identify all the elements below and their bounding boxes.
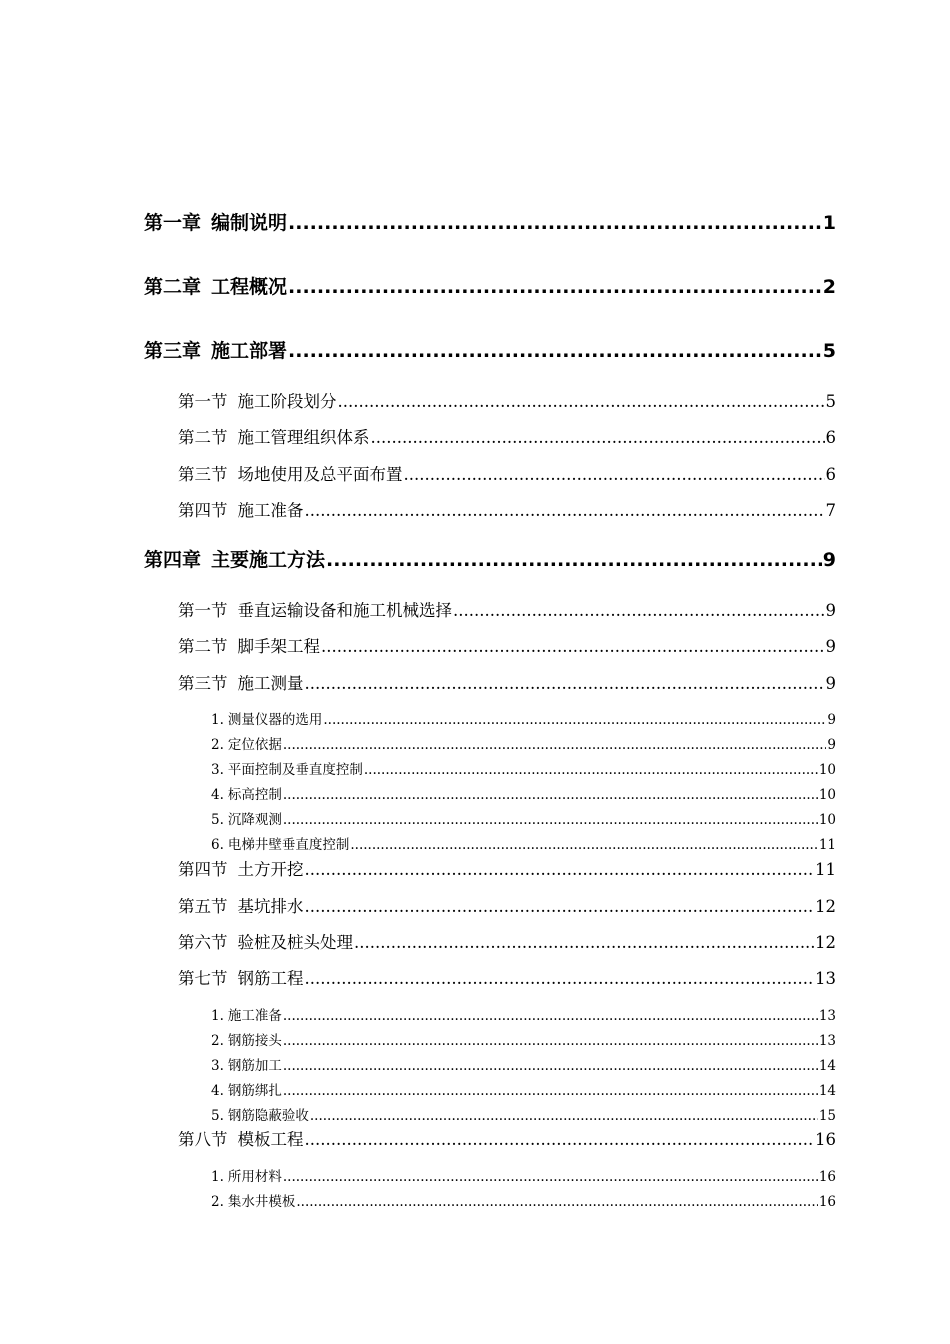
dot-leader bbox=[354, 933, 814, 952]
toc-entry-number: 1. bbox=[211, 1169, 224, 1185]
toc-entry-title bbox=[178, 388, 337, 412]
toc-page-number: 9 bbox=[822, 549, 836, 571]
toc-page-number: 9 bbox=[827, 737, 836, 753]
toc-page-number: 10 bbox=[818, 762, 836, 778]
toc-subsection-entry[interactable] bbox=[211, 1004, 836, 1024]
toc-entry-title bbox=[178, 497, 304, 521]
toc-chapter-entry[interactable] bbox=[144, 545, 836, 575]
toc-entry-title bbox=[178, 965, 304, 989]
toc-entry-title bbox=[211, 833, 349, 853]
toc-page-number: 15 bbox=[818, 1108, 836, 1124]
toc-section-entry[interactable] bbox=[178, 424, 836, 448]
dot-leader bbox=[323, 712, 826, 728]
toc-entry-text: 施工部署 bbox=[211, 340, 288, 362]
toc-page-number: 14 bbox=[818, 1083, 836, 1099]
toc-page-number: 13 bbox=[818, 1008, 836, 1024]
toc-entry-number: 3. bbox=[211, 762, 224, 778]
toc-entry-title bbox=[178, 670, 304, 694]
toc-entry-title bbox=[211, 708, 322, 728]
toc-entry-number: 1. bbox=[211, 1008, 224, 1024]
toc-entry-number: 第一节 bbox=[178, 392, 228, 411]
toc-entry-number: 第二节 bbox=[178, 637, 228, 656]
toc-entry-title bbox=[144, 336, 287, 363]
dot-leader bbox=[321, 637, 825, 656]
toc-entry-text: 钢筋隐蔽验收 bbox=[227, 1108, 309, 1124]
toc-entry-title bbox=[211, 783, 282, 803]
dot-leader bbox=[288, 212, 822, 234]
toc-page-number: 1 bbox=[822, 212, 836, 234]
toc-chapter-entry[interactable] bbox=[144, 336, 836, 366]
dot-leader bbox=[288, 340, 822, 362]
toc-entry-number: 5. bbox=[211, 812, 224, 828]
toc-entry-title bbox=[178, 461, 403, 485]
toc-page-number: 10 bbox=[818, 812, 836, 828]
toc-subsection-entry[interactable] bbox=[211, 833, 836, 853]
toc-subsection-entry[interactable] bbox=[211, 783, 836, 803]
toc-page-number: 9 bbox=[825, 637, 836, 656]
toc-entry-number: 第三节 bbox=[178, 674, 228, 693]
toc-entry-title bbox=[178, 597, 452, 621]
toc-entry-title bbox=[178, 633, 320, 657]
toc-entry-title bbox=[178, 1126, 304, 1150]
toc-subsection-entry[interactable] bbox=[211, 1054, 836, 1074]
dot-leader bbox=[283, 1058, 818, 1074]
toc-entry-text: 施工测量 bbox=[237, 674, 304, 693]
toc-page-number: 5 bbox=[825, 392, 836, 411]
toc-subsection-entry[interactable] bbox=[211, 1029, 836, 1049]
toc-entry-number: 第七节 bbox=[178, 969, 228, 988]
dot-leader bbox=[305, 897, 815, 916]
dot-leader bbox=[326, 549, 822, 571]
toc-entry-text: 钢筋绑扎 bbox=[227, 1083, 282, 1099]
toc-entry-text: 编制说明 bbox=[211, 212, 288, 234]
toc-section-entry[interactable] bbox=[178, 597, 836, 621]
dot-leader bbox=[305, 674, 825, 693]
toc-entry-text: 施工阶段划分 bbox=[237, 392, 337, 411]
toc-section-entry[interactable] bbox=[178, 1126, 836, 1150]
toc-chapter-entry[interactable] bbox=[144, 272, 836, 302]
dot-leader bbox=[288, 276, 822, 298]
toc-subsection-entry[interactable] bbox=[211, 1190, 836, 1210]
toc-entry-number: 第三章 bbox=[144, 340, 202, 362]
toc-page-number: 13 bbox=[815, 969, 836, 988]
toc-section-entry[interactable] bbox=[178, 929, 836, 953]
toc-page-number: 12 bbox=[815, 933, 836, 952]
toc-page-number: 10 bbox=[818, 787, 836, 803]
toc-entry-number: 第四节 bbox=[178, 501, 228, 520]
toc-entry-number: 6. bbox=[211, 837, 224, 853]
toc-entry-text: 基坑排水 bbox=[237, 897, 304, 916]
dot-leader bbox=[296, 1194, 817, 1210]
toc-page-number: 16 bbox=[818, 1194, 836, 1210]
toc-entry-title bbox=[211, 1104, 309, 1124]
toc-entry-number: 第二章 bbox=[144, 276, 202, 298]
toc-entry-number: 第二节 bbox=[178, 428, 228, 447]
toc-entry-title bbox=[211, 808, 282, 828]
toc-entry-title bbox=[211, 1029, 282, 1049]
toc-entry-text: 施工准备 bbox=[237, 501, 304, 520]
dot-leader bbox=[305, 501, 825, 520]
toc-entry-title bbox=[144, 272, 287, 299]
toc-section-entry[interactable] bbox=[178, 388, 836, 412]
toc-entry-title bbox=[211, 1190, 295, 1210]
toc-entry-title bbox=[178, 856, 304, 880]
toc-entry-title bbox=[144, 545, 325, 572]
toc-entry-title bbox=[178, 929, 353, 953]
toc-entry-title bbox=[144, 208, 287, 235]
toc-entry-text: 钢筋工程 bbox=[237, 969, 304, 988]
toc-section-entry[interactable] bbox=[178, 893, 836, 917]
dot-leader bbox=[338, 392, 825, 411]
toc-entry-number: 3. bbox=[211, 1058, 224, 1074]
dot-leader bbox=[283, 1083, 818, 1099]
dot-leader bbox=[310, 1108, 818, 1124]
toc-page-number: 9 bbox=[827, 712, 836, 728]
toc-entry-text: 标高控制 bbox=[227, 787, 282, 803]
toc-entry-title bbox=[178, 424, 370, 448]
toc-section-entry[interactable] bbox=[178, 965, 836, 989]
toc-entry-title bbox=[178, 893, 304, 917]
toc-entry-text: 施工管理组织体系 bbox=[237, 428, 370, 447]
toc-page-number: 16 bbox=[818, 1169, 836, 1185]
toc-entry-number: 1. bbox=[211, 712, 224, 728]
dot-leader bbox=[305, 860, 815, 879]
toc-page-number: 14 bbox=[818, 1058, 836, 1074]
toc-subsection-entry[interactable] bbox=[211, 708, 836, 728]
toc-entry-number: 第五节 bbox=[178, 897, 228, 916]
toc-entry-number: 第三节 bbox=[178, 465, 228, 484]
toc-subsection-entry[interactable] bbox=[211, 808, 836, 828]
toc-chapter-entry[interactable] bbox=[144, 208, 836, 238]
toc-page-number: 6 bbox=[825, 428, 836, 447]
toc-section-entry[interactable] bbox=[178, 856, 836, 880]
toc-page-number: 11 bbox=[818, 837, 836, 853]
toc-entry-text: 场地使用及总平面布置 bbox=[237, 465, 403, 484]
toc-entry-text: 工程概况 bbox=[211, 276, 288, 298]
toc-page-number: 9 bbox=[825, 601, 836, 620]
toc-entry-text: 模板工程 bbox=[237, 1130, 304, 1149]
toc-subsection-entry[interactable] bbox=[211, 758, 836, 778]
dot-leader bbox=[283, 737, 827, 753]
dot-leader bbox=[283, 1033, 818, 1049]
toc-entry-text: 集水井模板 bbox=[227, 1194, 296, 1210]
toc-entry-text: 测量仪器的选用 bbox=[227, 712, 323, 728]
toc-entry-number: 2. bbox=[211, 737, 224, 753]
toc-entry-text: 验桩及桩头处理 bbox=[237, 933, 353, 952]
toc-entry-number: 5. bbox=[211, 1108, 224, 1124]
toc-page-number: 9 bbox=[825, 674, 836, 693]
toc-entry-text: 平面控制及垂直度控制 bbox=[227, 762, 363, 778]
toc-entry-text: 脚手架工程 bbox=[237, 637, 320, 656]
dot-leader bbox=[350, 837, 817, 853]
dot-leader bbox=[404, 465, 825, 484]
toc-section-entry[interactable] bbox=[178, 497, 836, 521]
toc-subsection-entry[interactable] bbox=[211, 1165, 836, 1185]
toc-entry-text: 电梯井壁垂直度控制 bbox=[227, 837, 350, 853]
toc-entry-text: 主要施工方法 bbox=[211, 549, 326, 571]
toc-entry-number: 2. bbox=[211, 1194, 224, 1210]
toc-entry-number: 第四章 bbox=[144, 549, 202, 571]
dot-leader bbox=[371, 428, 825, 447]
toc-entry-number: 第六节 bbox=[178, 933, 228, 952]
toc-page-number: 2 bbox=[822, 276, 836, 298]
toc-entry-number: 第一章 bbox=[144, 212, 202, 234]
toc-entry-title bbox=[211, 758, 363, 778]
toc-entry-text: 定位依据 bbox=[227, 737, 282, 753]
toc-section-entry[interactable] bbox=[178, 633, 836, 657]
dot-leader bbox=[283, 1169, 818, 1185]
dot-leader bbox=[453, 601, 825, 620]
toc-entry-number: 第八节 bbox=[178, 1130, 228, 1149]
toc-entry-text: 垂直运输设备和施工机械选择 bbox=[237, 601, 452, 620]
dot-leader bbox=[283, 812, 818, 828]
toc-entry-number: 4. bbox=[211, 1083, 224, 1099]
toc-entry-text: 沉降观测 bbox=[227, 812, 282, 828]
toc-entry-title bbox=[211, 733, 282, 753]
toc-entry-text: 所用材料 bbox=[227, 1169, 282, 1185]
toc-section-entry[interactable] bbox=[178, 461, 836, 485]
dot-leader bbox=[364, 762, 818, 778]
toc-page-number: 6 bbox=[825, 465, 836, 484]
toc-page-number: 13 bbox=[818, 1033, 836, 1049]
toc-subsection-entry[interactable] bbox=[211, 733, 836, 753]
toc-entry-text: 土方开挖 bbox=[237, 860, 304, 879]
toc-entry-text: 钢筋加工 bbox=[227, 1058, 282, 1074]
dot-leader bbox=[283, 787, 818, 803]
toc-entry-title bbox=[211, 1054, 282, 1074]
toc-entry-title bbox=[211, 1079, 282, 1099]
dot-leader bbox=[305, 1130, 815, 1149]
toc-entry-number: 第四节 bbox=[178, 860, 228, 879]
toc-page-number: 7 bbox=[825, 501, 836, 520]
toc-entry-number: 4. bbox=[211, 787, 224, 803]
toc-section-entry[interactable] bbox=[178, 670, 836, 694]
toc-page-number: 11 bbox=[815, 860, 836, 879]
dot-leader bbox=[305, 969, 815, 988]
dot-leader bbox=[283, 1008, 818, 1024]
toc-entry-number: 第一节 bbox=[178, 601, 228, 620]
toc-entry-text: 施工准备 bbox=[227, 1008, 282, 1024]
toc-page-number: 5 bbox=[822, 340, 836, 362]
toc-subsection-entry[interactable] bbox=[211, 1079, 836, 1099]
toc-entry-text: 钢筋接头 bbox=[227, 1033, 282, 1049]
toc-entry-title bbox=[211, 1165, 282, 1185]
toc-entry-title bbox=[211, 1004, 282, 1024]
toc-page-number: 16 bbox=[815, 1130, 836, 1149]
toc-page-number: 12 bbox=[815, 897, 836, 916]
toc-entry-number: 2. bbox=[211, 1033, 224, 1049]
toc-subsection-entry[interactable] bbox=[211, 1104, 836, 1124]
